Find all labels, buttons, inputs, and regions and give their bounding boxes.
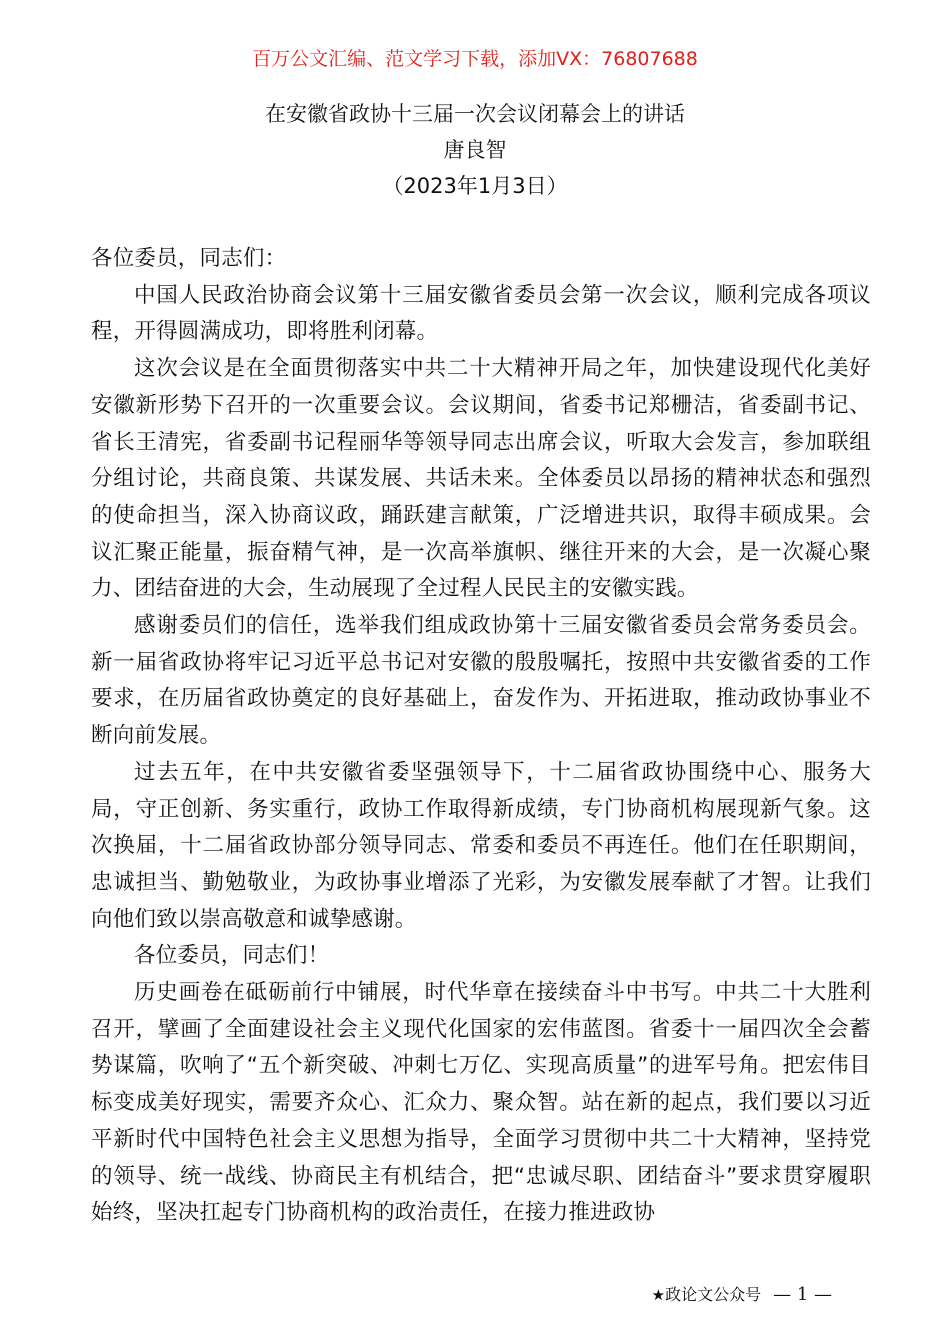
paragraph-2: 这次会议是在全面贯彻落实中共二十大精神开局之年，加快建设现代化美好安徽新形势下召开的一次重要会议。会议期间，省委书记郑栅洁，省委副书记、省长王清宪，省委副书记程丽华等领导同志出席会议，听取大会发言，参加联组分组讨论，共商良策、共谋发展、共话未来。全体委员以昂扬的精神状态和强烈的使命担当，深入协商议政，踊跃建言献策，广泛增进共识，取得丰硕成果。会议汇聚正能量，振奋精气神，是一次高举旗帜、继往开来的大会，是一次凝心聚力、团结奋进的大会，生动展现了全过程人民民主的安徽实践。 (91, 356, 871, 602)
paragraph-1: 中国人民政治协商会议第十三届安徽省委员会第一次会议，顺利完成各项议程，开得圆满成功，即将胜利闭幕。 (91, 282, 871, 345)
paragraph-5: 各位委员，同志们！ (134, 943, 330, 969)
salutation: 各位委员，同志们： (91, 246, 287, 271)
paragraph-6: 历史画卷在砥砺前行中铺展，时代华章在接续奋斗中书写。中共二十大胜利召开，擘画了全面建设社会主义现代化国家的宏伟蓝图。省委十一届四次全会蓄势谋篇，吹响了“五个新突破、冲刺七万亿、实现高质量”的进军号角。把宏伟目标变成美好现实，需要齐众心、汇众力、聚众智。站在新的起点，我们要以习近平新时代中国特色社会主义思想为指导，全面学习贯彻中共二十大精神，坚持党的领导、统一战线、协商民主有机结合，把“忠诚尽职、团结奋斗”要求贯穿履职始终，坚决扛起专门协商机构的政治责任，在接力推进政协 (91, 980, 871, 1226)
star-icon: ★ (651, 1286, 666, 1304)
speaker-name: 唐良智 (443, 138, 507, 162)
title-block (0, 96, 950, 204)
speech-date: （2023年1月3日） (382, 174, 568, 198)
paragraph-4: 过去五年，在中共安徽省委坚强领导下，十二届省政协围绕中心、服务大局，守正创新、务实重行，政协工作取得新成绩，专门协商机构展现新气象。这次换届，十二届省政协部分领导同志、常委和委员不再连任。他们在任职期间，忠诚担当、勤勉敬业，为政协事业增添了光彩，为安徽发展奉献了才智。让我们向他们致以崇高敬意和诚挚感谢。 (91, 759, 871, 932)
page-number: — 1 — (773, 1284, 832, 1305)
document-body (91, 241, 871, 1232)
paragraph-3: 感谢委员们的信任，选举我们组成政协第十三届安徽省委员会常务委员会。新一届省政协将牢记习近平总书记对安徽的殷殷嘱托，按照中共安徽省委的工作要求，在历届省政协奠定的良好基础上，奋发作为、开拓进取，推动政协事业不断向前发展。 (91, 613, 871, 749)
footer-source: 政论文公众号 (665, 1285, 762, 1304)
page-footer (652, 1283, 832, 1307)
speech-title: 在安徽省政协十三届一次会议闭幕会上的讲话 (265, 102, 685, 126)
watermark-banner: 百万公文汇编、范文学习下载，添加VX：76807688 (252, 48, 698, 70)
